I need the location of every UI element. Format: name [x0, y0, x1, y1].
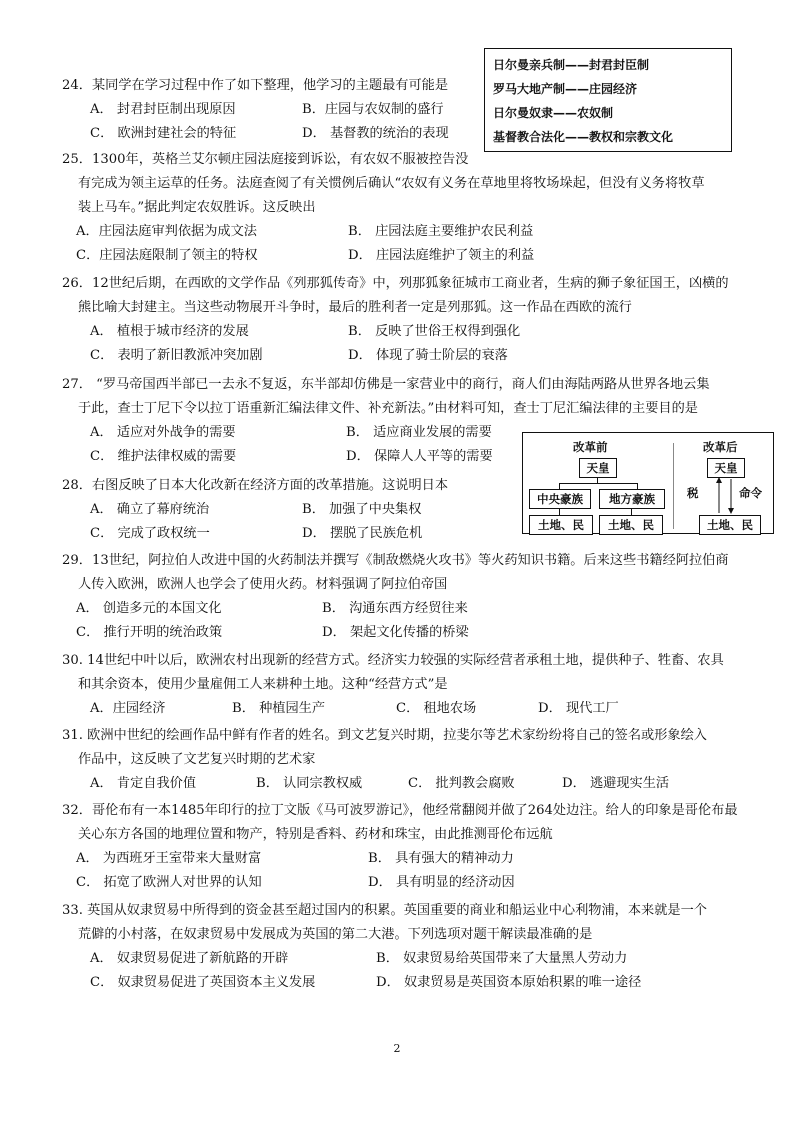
option-a[interactable]: A． 植根于城市经济的发展	[90, 324, 249, 339]
order-label: 命令	[739, 486, 762, 500]
option-d[interactable]: D． 逃避现实生活	[562, 776, 670, 791]
options-row	[62, 220, 742, 244]
connector-line	[559, 483, 637, 484]
option-a[interactable]: A． 奴隶贸易促进了新航路的开辟	[90, 951, 289, 966]
central-clan-box: 中央豪族	[529, 489, 591, 509]
emperor-box-after: 天皇	[707, 458, 745, 478]
before-label: 改革前	[573, 440, 608, 454]
options-row	[62, 947, 742, 971]
question-25	[62, 148, 742, 268]
question-stem: 装上马车。”据此判定农奴胜诉。这反映出	[78, 200, 316, 215]
options-row	[62, 98, 482, 122]
option-b[interactable]: B． 奴隶贸易给英国带来了大量黑人劳动力	[376, 951, 628, 966]
question-stem: 31. 欧洲中世纪的绘画作品中鲜有作者的姓名。到文艺复兴时期，拉斐尔等艺术家纷纷将自己的签名或形象绘入	[62, 728, 707, 743]
summary-row: 基督教合法化——教权和宗教文化	[493, 130, 674, 144]
option-b[interactable]: B． 认同宗教权威	[256, 776, 363, 791]
tax-order-arrows	[711, 477, 739, 515]
options-row	[62, 522, 512, 546]
option-a[interactable]: A． 封君封臣制出现原因	[90, 102, 236, 117]
question-stem: 人传入欧洲，欧洲人也学会了使用火药。材料强调了阿拉伯帝国	[78, 577, 448, 592]
land-people-box: 土地、民	[599, 515, 663, 535]
option-d[interactable]: D． 奴隶贸易是英国资本原始积累的唯一途径	[376, 975, 642, 990]
question-stem: 有完成为领主运草的任务。法庭查阅了有关惯例后确认“农奴有义务在草地里将牧场垛起，但没有义务将牧草	[78, 176, 705, 191]
options-row	[62, 122, 482, 146]
options-row	[62, 621, 742, 645]
taika-reform-diagram	[522, 432, 774, 534]
summary-row: 日尔曼亲兵制——封君封臣制	[493, 58, 650, 72]
option-d[interactable]: D． 架起文化传播的桥梁	[322, 625, 469, 640]
question-stem: 24．某同学在学习过程中作了如下整理，他学习的主题最有可能是	[62, 78, 449, 93]
question-stem: 熊比喻大封建主。当这些动物展开斗争时，最后的胜利者一定是列那狐。这一作品在西欧的流行	[78, 300, 632, 315]
option-d[interactable]: D． 庄园法庭维护了领主的利益	[348, 248, 535, 263]
question-stem: 28．右图反映了日本大化改新在经济方面的改革措施。这说明日本	[62, 478, 449, 493]
option-b[interactable]: B． 沟通东西方经贸往来	[322, 601, 468, 616]
question-31	[62, 724, 742, 796]
summary-row: 日尔曼奴隶——农奴制	[493, 106, 614, 120]
question-32	[62, 799, 742, 895]
options-row	[62, 498, 512, 522]
options-row	[62, 697, 742, 721]
option-d[interactable]: D． 保障人人平等的需要	[346, 449, 493, 464]
options-row	[62, 597, 742, 621]
question-33	[62, 899, 742, 995]
question-stem: 关心东方各国的地理位置和物产，特别是香料、药材和珠宝，由此推测哥伦布远航	[78, 827, 553, 842]
page-number: 2	[393, 1042, 401, 1055]
land-people-box: 土地、民	[529, 515, 593, 535]
option-a[interactable]: A． 创造多元的本国文化	[76, 601, 222, 616]
option-a[interactable]: A． 肯定自我价值	[90, 776, 197, 791]
option-b[interactable]: B． 庄园法庭主要维护农民利益	[348, 224, 534, 239]
option-b[interactable]: B． 种植园生产	[232, 701, 326, 716]
options-row	[62, 871, 742, 895]
option-c[interactable]: C． 奴隶贸易促进了英国资本主义发展	[90, 975, 316, 990]
option-b[interactable]: B． 具有强大的精神动力	[368, 851, 514, 866]
options-row	[62, 772, 742, 796]
question-24	[62, 74, 482, 146]
option-b[interactable]: B． 适应商业发展的需要	[346, 425, 492, 440]
emperor-box-before: 天皇	[579, 458, 617, 478]
option-c[interactable]: C． 拓宽了欧洲人对世界的认知	[76, 875, 262, 890]
land-people-box: 土地、民	[699, 515, 761, 535]
question-stem: 25．1300年，英格兰艾尔顿庄园法庭接到诉讼，有农奴不服被控告没	[62, 152, 469, 167]
option-d[interactable]: D． 基督教的统治的表现	[302, 126, 449, 141]
option-a[interactable]: A． 适应对外战争的需要	[90, 425, 236, 440]
after-label: 改革后	[703, 440, 738, 454]
divider-line	[673, 443, 674, 529]
option-d[interactable]: D． 摆脱了民族危机	[302, 526, 423, 541]
options-row	[62, 971, 742, 995]
option-d[interactable]: D． 具有明显的经济动因	[368, 875, 515, 890]
question-stem: 和其余资本，使用少量雇佣工人来耕种土地。这种“经营方式”是	[78, 677, 448, 692]
option-c[interactable]: C． 维护法律权威的需要	[90, 449, 237, 464]
question-stem: 32．哥伦布有一本1485年印行的拉丁文版《马可波罗游记》，他经常翻阅并做了264处边注。给人的印象是哥伦布最	[62, 803, 738, 818]
question-stem: 33. 英国从奴隶贸易中所得到的资金甚至超过国内的积累。英国重要的商业和船运业中心利物浦，本来就是一个	[62, 903, 707, 918]
tax-label: 税	[687, 486, 699, 500]
question-stem: 作品中，这反映了文艺复兴时期的艺术家	[78, 752, 316, 767]
question-stem: 27． “罗马帝国西半部已一去永不复返，东半部却仿佛是一家营业中的商行，商人们由海陆两路从世界各地云集	[62, 377, 710, 392]
question-stem: 于此，查士丁尼下令以拉丁语重新汇编法律文件、补充新法。”由材料可知，查士丁尼汇编法律的主要目的是	[78, 401, 698, 416]
question-30	[62, 649, 742, 721]
option-c[interactable]: C． 欧洲封建社会的特征	[90, 126, 237, 141]
options-row	[62, 847, 742, 871]
question-26	[62, 272, 742, 368]
option-c[interactable]: C． 批判教会腐败	[408, 776, 515, 791]
option-a[interactable]: A． 确立了幕府统治	[90, 502, 210, 517]
option-c[interactable]: C． 完成了政权统一	[90, 526, 210, 541]
options-row	[62, 344, 742, 368]
question-stem: 26．12世纪后期，在西欧的文学作品《列那狐传奇》中，列那狐象征城市工商业者，生病的狮子象征国王，凶横的	[62, 276, 729, 291]
option-b[interactable]: B． 反映了世俗王权得到强化	[348, 324, 521, 339]
option-d[interactable]: D． 体现了骑士阶层的衰落	[348, 348, 508, 363]
question-29	[62, 549, 742, 645]
summary-box	[484, 48, 732, 152]
local-clan-box: 地方豪族	[599, 489, 665, 509]
question-stem: 30. 14世纪中叶以后，欧洲农村出现新的经营方式。经济实力较强的实际经营者承租土地，提供种子、牲畜、农具	[62, 653, 724, 668]
option-c[interactable]: C． 推行开明的统治政策	[76, 625, 223, 640]
option-a[interactable]: A． 为西班牙王室带来大量财富	[76, 851, 262, 866]
option-c[interactable]: C．庄园法庭限制了领主的特权	[76, 248, 258, 263]
question-stem: 29．13世纪，阿拉伯人改进中国的火药制法并撰写《制敌燃烧火攻书》等火药知识书籍。后来这些书籍经阿拉伯商	[62, 553, 729, 568]
question-28	[62, 474, 512, 546]
option-b[interactable]: B． 加强了中央集权	[302, 502, 422, 517]
summary-row: 罗马大地产制——庄园经济	[493, 82, 638, 96]
connector-line	[631, 508, 632, 515]
option-b[interactable]: B．庄园与农奴制的盛行	[302, 102, 444, 117]
option-c[interactable]: C． 表明了新旧教派冲突加剧	[90, 348, 263, 363]
connector-line	[559, 508, 560, 515]
option-a[interactable]: A．庄园法庭审判依据为成文法	[76, 224, 257, 239]
option-a[interactable]: A．庄园经济	[90, 701, 166, 716]
question-stem: 荒僻的小村落，在奴隶贸易中发展成为英国的第二大港。下列选项对题干解读最准确的是	[78, 927, 593, 942]
option-d[interactable]: D． 现代工厂	[538, 701, 619, 716]
options-row	[62, 320, 742, 344]
options-row	[62, 244, 742, 268]
option-c[interactable]: C． 租地农场	[396, 701, 477, 716]
